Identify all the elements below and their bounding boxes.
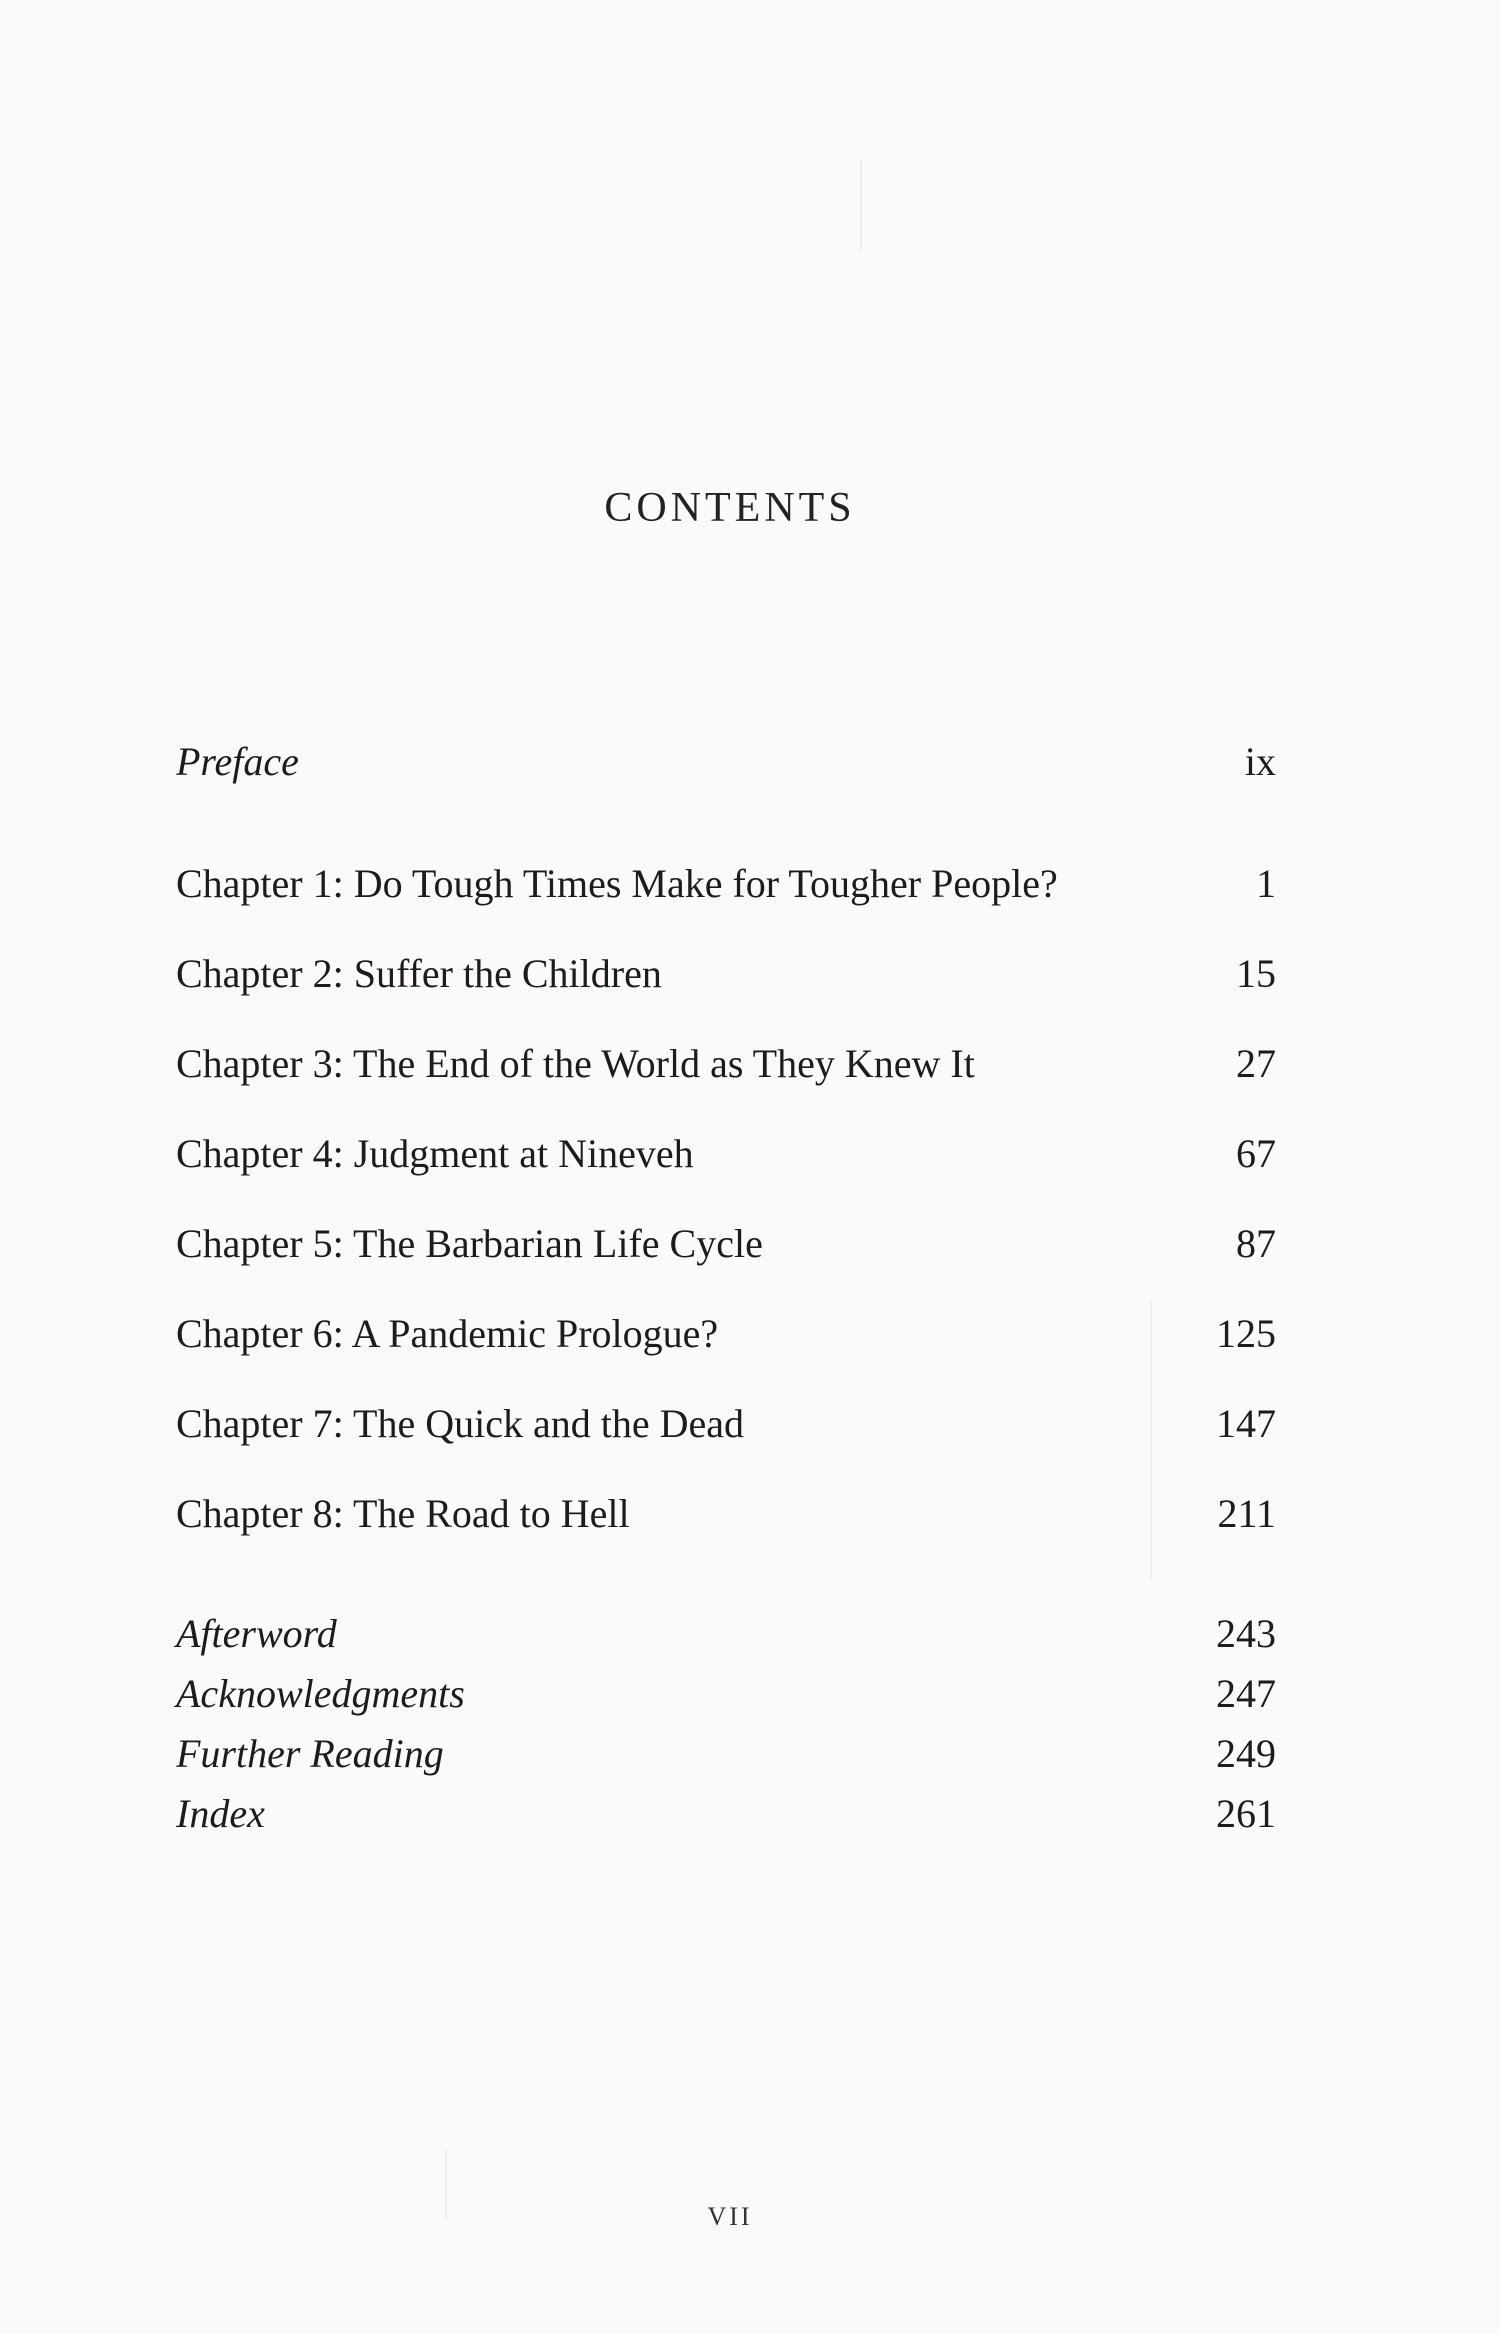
toc-entry-label: Chapter 6: A Pandemic Prologue?: [176, 1311, 719, 1356]
toc-entry-label: Chapter 5: The Barbarian Life Cycle: [176, 1221, 763, 1266]
toc-entry-label: Chapter 3: The End of the World as They Knew It: [176, 1041, 975, 1086]
toc-entry-page: 15: [1236, 951, 1276, 996]
toc-entry-page: 247: [1216, 1671, 1276, 1716]
toc-entry-page: 67: [1236, 1131, 1276, 1176]
toc-entry-preface[interactable]: [176, 738, 1276, 786]
toc-entry-chapter-4[interactable]: [176, 1130, 1276, 1178]
toc-entry-page: 125: [1216, 1311, 1276, 1356]
toc-entry-chapter-3[interactable]: [176, 1040, 1276, 1088]
toc-entry-label: Index: [176, 1791, 265, 1836]
toc-entry-acknowledgments[interactable]: [176, 1670, 1276, 1718]
toc-entry-chapter-2[interactable]: [176, 950, 1276, 998]
toc-entry-page: 211: [1217, 1491, 1276, 1536]
toc-entry-chapter-5[interactable]: [176, 1220, 1276, 1268]
toc-entry-page: 249: [1216, 1731, 1276, 1776]
toc-entry-label: Afterword: [176, 1611, 337, 1656]
toc-entry-label: Chapter 8: The Road to Hell: [176, 1491, 630, 1536]
contents-heading: CONTENTS: [604, 485, 856, 531]
toc-entry-label: Chapter 2: Suffer the Children: [176, 951, 662, 996]
toc-entry-label: Chapter 7: The Quick and the Dead: [176, 1401, 744, 1446]
toc-entry-page: 27: [1236, 1041, 1276, 1086]
toc-entry-label: Chapter 1: Do Tough Times Make for Tougher People?: [176, 861, 1058, 906]
toc-entry-index[interactable]: [176, 1790, 1276, 1838]
toc-entry-page: ix: [1244, 739, 1276, 784]
toc-entry-label: Preface: [176, 739, 299, 784]
toc-entry-label: Further Reading: [176, 1731, 444, 1776]
toc-entry-chapter-6[interactable]: [176, 1310, 1276, 1358]
toc-entry-page: 261: [1216, 1791, 1276, 1836]
toc-entry-label: Acknowledgments: [176, 1671, 465, 1716]
toc-entry-page: 87: [1236, 1221, 1276, 1266]
toc-entry-chapter-8[interactable]: [176, 1490, 1276, 1538]
toc-entry-afterword[interactable]: [176, 1610, 1276, 1658]
toc-entry-label: Chapter 4: Judgment at Nineveh: [176, 1131, 694, 1176]
page-number: VII: [707, 2202, 753, 2231]
toc-entry-page: 243: [1216, 1611, 1276, 1656]
toc-entry-page: 147: [1216, 1401, 1276, 1446]
toc-entry-further-reading[interactable]: [176, 1730, 1276, 1778]
toc-entry-chapter-1[interactable]: [176, 860, 1276, 908]
toc-entry-chapter-7[interactable]: [176, 1400, 1276, 1448]
scan-mark: [860, 160, 862, 250]
toc-entry-page: 1: [1256, 861, 1276, 906]
